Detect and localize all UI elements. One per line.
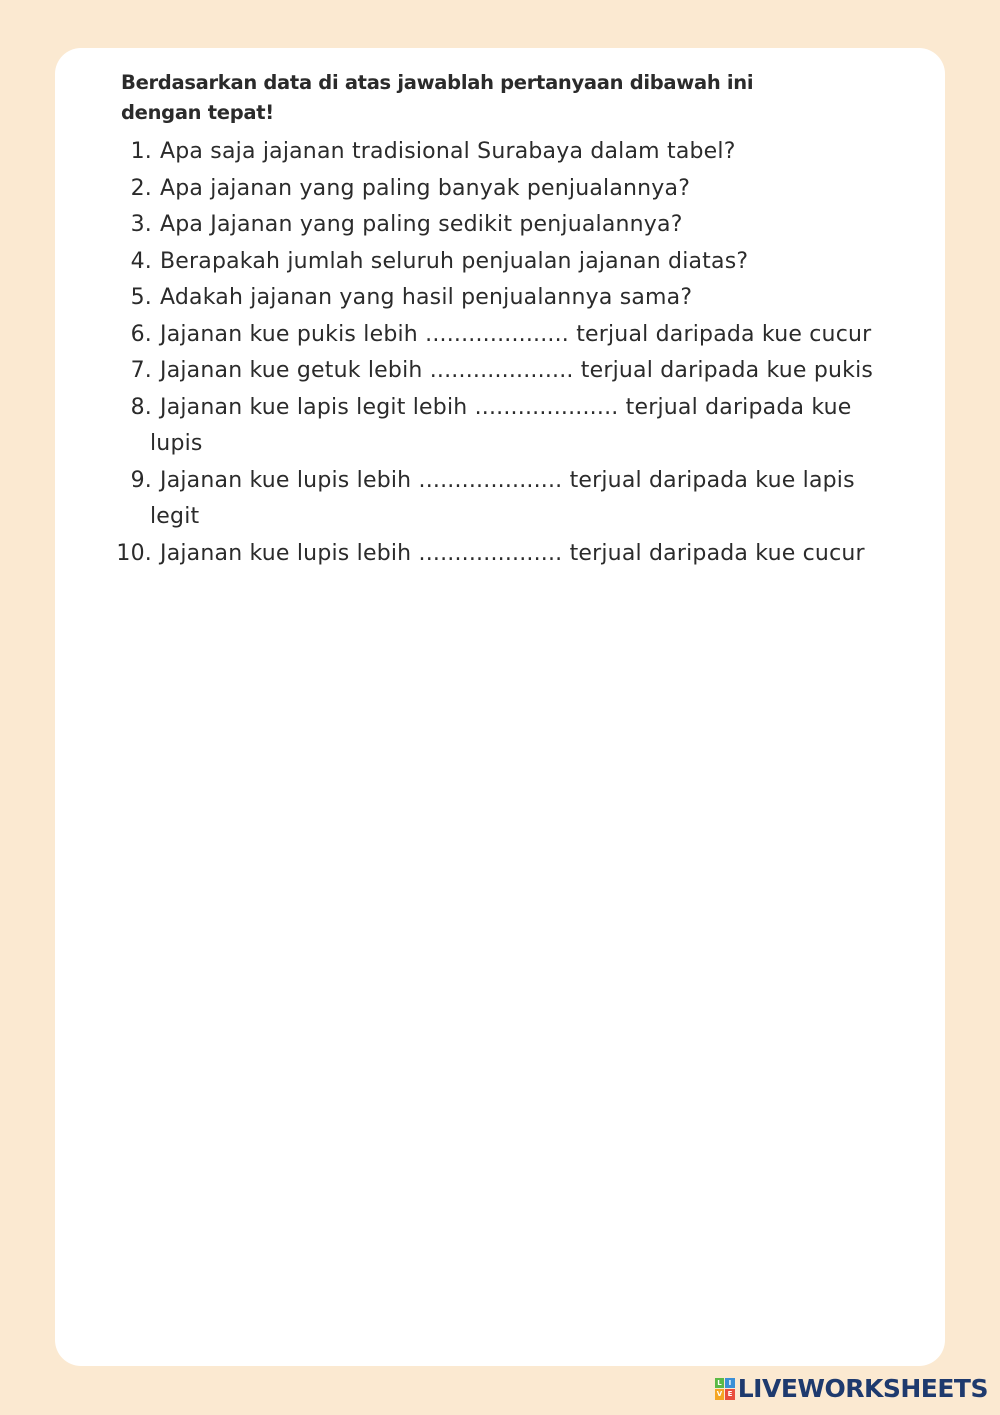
question-item xyxy=(110,390,910,463)
liveworksheets-logo-text: LIVEWORKSHEETS xyxy=(737,1374,988,1403)
logo-letter-i: I xyxy=(725,1378,735,1389)
question-item xyxy=(110,353,910,390)
question-number: 10. xyxy=(116,540,152,566)
question-text: Apa Jajanan yang paling sedikit penjualannya? xyxy=(160,212,683,237)
question-text: Jajanan kue pukis lebih .................... terjual daripada kue cucur xyxy=(160,321,872,347)
liveworksheets-logo-icon xyxy=(715,1378,735,1400)
question-item xyxy=(110,244,910,281)
question-text-continued: lupis xyxy=(150,431,203,456)
question-number: 7. xyxy=(130,358,152,383)
logo-letter-l: L xyxy=(715,1378,725,1389)
question-number: 1. xyxy=(130,139,152,164)
question-list xyxy=(110,134,910,572)
question-item xyxy=(110,317,910,354)
question-number: 8. xyxy=(130,394,152,420)
question-item xyxy=(110,463,910,536)
question-text: Adakah jajanan yang hasil penjualannya sama? xyxy=(160,285,693,310)
question-text: Berapakah jumlah seluruh penjualan jajanan diatas? xyxy=(160,248,749,274)
question-item xyxy=(110,536,910,573)
question-number: 6. xyxy=(130,321,152,347)
question-text: Jajanan kue getuk lebih .................... terjual daripada kue pukis xyxy=(160,358,874,383)
liveworksheets-logo xyxy=(715,1374,988,1403)
question-text: Jajanan kue lapis legit lebih .................... terjual daripada kue xyxy=(160,394,852,420)
question-item xyxy=(110,280,910,317)
instruction-line-1: Berdasarkan data di atas jawablah pertanyaan dibawah ini xyxy=(121,71,754,94)
question-text: Jajanan kue lupis lebih .................... terjual daripada kue lapis xyxy=(160,467,855,493)
instruction-text xyxy=(121,68,821,128)
question-number: 2. xyxy=(130,175,152,201)
question-text: Jajanan kue lupis lebih .................... terjual daripada kue cucur xyxy=(160,540,865,566)
question-item xyxy=(110,207,910,244)
question-number: 9. xyxy=(130,467,152,493)
question-number: 4. xyxy=(130,248,152,274)
question-item xyxy=(110,134,910,171)
logo-letter-v: V xyxy=(715,1389,725,1400)
question-text: Apa saja jajanan tradisional Surabaya dalam tabel? xyxy=(160,139,736,164)
question-text-continued: legit xyxy=(150,504,200,529)
question-number: 5. xyxy=(130,285,152,310)
question-number: 3. xyxy=(130,212,152,237)
question-item xyxy=(110,171,910,208)
logo-letter-e: E xyxy=(725,1389,735,1400)
question-text: Apa jajanan yang paling banyak penjualannya? xyxy=(160,175,691,201)
instruction-line-2: dengan tepat! xyxy=(121,101,274,124)
